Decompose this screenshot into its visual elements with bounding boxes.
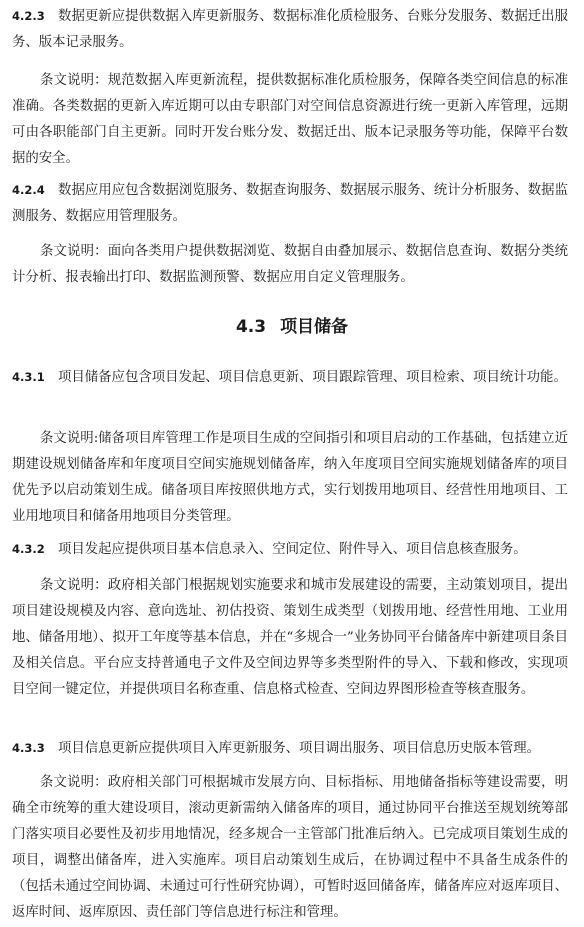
explanation-text: 条文说明：政府相关部门根据规划实施要求和城市发展建设的需要，主动策划项目，提出项目建设规模及内容、意向选址、初估投资、策划生成类型（划拨用地、经营性用地、工业用地、储备用地）、拟开工年度等基本信息，并在“多规合一”业务协同平台储备库中新建项目条目及相关信息。平台应支持普通电子文件及空间边界等多类型附件的导入、下载和修改，实现项目空间一键定位，并提供项目名称查重、信息格式检查、空间边界图形检查等核查服务。	[12, 578, 569, 697]
explanation-text: 条文说明：面向各类用户提供数据浏览、数据自由叠加展示、数据信息查询、数据分类统计分析、报表输出打印、数据监测预警、数据应用自定义管理服务。	[12, 244, 568, 285]
explanation-4-3-1	[12, 426, 568, 530]
clause-text: 数据应用应包含数据浏览服务、数据查询服务、数据展示服务、统计分析服务、数据监测服务、数据应用管理服务。	[12, 183, 568, 224]
clause-text: 项目储备应包含项目发起、项目信息更新、项目跟踪管理、项目检索、项目统计功能。	[58, 370, 567, 385]
explanation-4-3-3	[12, 770, 568, 926]
clause-text: 项目发起应提供项目基本信息录入、空间定位、附件导入、项目信息核查服务。	[58, 542, 527, 557]
clause-4-3-3	[12, 735, 568, 762]
explanation-text: 条文说明：政府相关部门可根据城市发展方向、目标指标、用地储备指标等建设需要，明确全市统筹的重大建设项目，滚动更新需纳入储备库的项目，通过协同平台推送至规划统筹部门落实项目必要性及初步用地情况，经多规合一主管部门批准后纳入。已完成项目策划生成的项目，调整出储备库，进入实施库。项目启动策划生成后，在协调过程中不具备生成条件的（包括未通过空间协调、未通过可行性研究协调），可暂时返回储备库，储备库应对返库项目、返库时间、返库原因、责任部门等信息进行标注和管理。	[12, 775, 568, 920]
explanation-text: 条文说明：规范数据入库更新流程，提供数据标准化质检服务，保障各类空间信息的标准准确。各类数据的更新入库近期可以由专职部门对空间信息资源进行统一更新入库管理，远期可由各职能部门自主更新。同时开发台账分发、数据迁出、版本记录服务等功能，保障平台数据的安全。	[12, 73, 568, 166]
explanation-text: 条文说明:储备项目库管理工作是项目生成的空间指引和项目启动的工作基础，包括建立近期建设规划储备库和年度项目空间实施规划储备库，纳入年度项目空间实施规划储备库的项目优先予以启动策划生成。储备项目库按照供地方式，实行划拨用地项目、经营性用地项目、工业用地项目和储备用地项目分类管理。	[12, 431, 568, 524]
clause-number: 4.2.4	[12, 183, 45, 197]
explanation-4-3-2	[12, 573, 568, 703]
clause-text: 数据更新应提供数据入库更新服务、数据标准化质检服务、台账分发服务、数据迁出服务、版本记录服务。	[12, 9, 568, 50]
clause-number: 4.3.2	[12, 542, 45, 556]
clause-4-2-3	[12, 3, 568, 56]
clause-4-3-1	[12, 364, 568, 391]
clause-number: 4.3.3	[12, 741, 45, 755]
clause-4-2-4	[12, 177, 568, 230]
section-title: 项目储备	[280, 317, 349, 337]
clause-4-3-2	[12, 536, 568, 563]
clause-text: 项目信息更新应提供项目入库更新服务、项目调出服务、项目信息历史版本管理。	[58, 741, 541, 756]
section-number: 4.3	[235, 317, 267, 337]
clause-number: 4.2.3	[12, 9, 45, 23]
explanation-4-2-3	[12, 68, 568, 172]
explanation-4-2-4	[12, 239, 568, 291]
clause-number: 4.3.1	[12, 370, 45, 384]
section-heading	[0, 312, 584, 342]
